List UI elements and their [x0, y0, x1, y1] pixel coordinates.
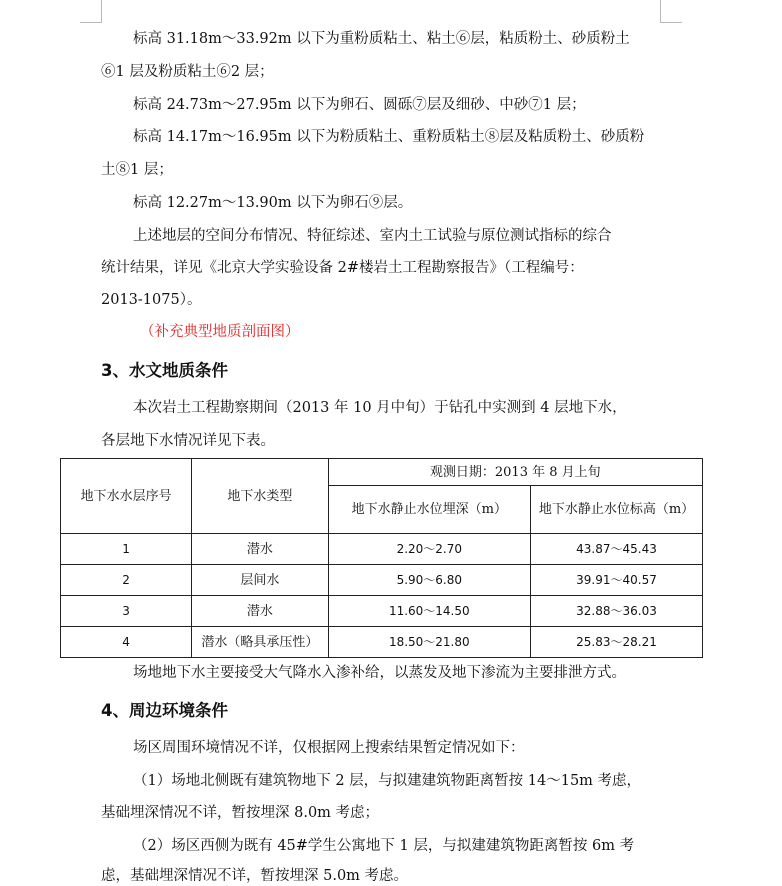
table-row: 2 层间水 5.90～6.80 39.91～40.57 — [61, 565, 703, 596]
paragraph-line: 土⑧1 层； — [101, 162, 173, 178]
red-note: （补充典型地质剖面图） — [140, 324, 300, 340]
paragraph-line: 场区周围环境情况不详，仅根据网上搜索结果暂定情况如下： — [133, 740, 525, 756]
col-header-layer-no: 地下水水层序号 — [61, 459, 192, 534]
paragraph-line: 标高 31.18m～33.92m 以下为重粉质粘土、粘土⑥层，粘质粉土、砂质粉土 — [133, 31, 630, 47]
paragraph-line: 2013-1075）。 — [101, 292, 202, 308]
crop-mark-left-h — [80, 22, 102, 23]
table-row: 1 潜水 2.20～2.70 43.87～45.43 — [61, 534, 703, 565]
paragraph-line: 统计结果，详见《北京大学实验设备 2#楼岩土工程勘察报告》（工程编号： — [101, 260, 584, 276]
paragraph-line: 上述地层的空间分布情况、特征综述、室内土工试验与原位测试指标的综合 — [133, 228, 612, 244]
col-header-elevation: 地下水静止水位标高（m） — [531, 486, 703, 534]
paragraph-line: 本次岩土工程勘察期间（2013 年 10 月中旬）于钻孔中实测到 4 层地下水， — [133, 400, 627, 416]
group-header-observation-date: 观测日期：2013 年 8 月上旬 — [328, 459, 702, 486]
paragraph-line: 各层地下水情况详见下表。 — [101, 433, 275, 449]
table-row: 3 潜水 11.60～14.50 32.88～36.03 — [61, 596, 703, 627]
crop-mark-left — [101, 0, 102, 22]
paragraph-line: （2）场区西侧为既有 45#学生公寓地下 1 层，与拟建建筑物距离暂按 6m 考 — [133, 838, 635, 854]
paragraph-line: ⑥1 层及粉质粘土⑥2 层； — [101, 64, 274, 80]
crop-mark-right — [660, 0, 661, 22]
section-heading-3: 3、水文地质条件 — [101, 361, 228, 380]
crop-mark-right-h — [660, 22, 682, 23]
paragraph-line: 虑，基础埋深情况不详，暂按埋深 5.0m 考虑。 — [101, 868, 409, 884]
groundwater-table — [60, 458, 703, 658]
paragraph-line: 标高 14.17m～16.95m 以下为粉质粘土、重粉质粘土⑧层及粘质粉土、砂质粉 — [133, 129, 645, 145]
paragraph-line: 标高 24.73m～27.95m 以下为卵石、圆砾⑦层及细砂、中砂⑦1 层； — [133, 97, 586, 113]
col-header-water-type: 地下水类型 — [192, 459, 328, 534]
col-header-depth: 地下水静止水位埋深（m） — [328, 486, 530, 534]
paragraph-line: （1）场地北侧既有建筑物地下 2 层，与拟建建筑物距离暂按 14～15m 考虑， — [133, 773, 642, 789]
paragraph-line: 标高 12.27m～13.90m 以下为卵石⑨层。 — [133, 195, 413, 211]
paragraph-line: 场地地下水主要接受大气降水入渗补给，以蒸发及地下渗流为主要排泄方式。 — [133, 665, 626, 681]
paragraph-line: 基础埋深情况不详，暂按埋深 8.0m 考虑； — [101, 805, 380, 821]
section-heading-4: 4、周边环境条件 — [101, 701, 228, 720]
table-row: 4 潜水（略具承压性） 18.50～21.80 25.83～28.21 — [61, 627, 703, 658]
